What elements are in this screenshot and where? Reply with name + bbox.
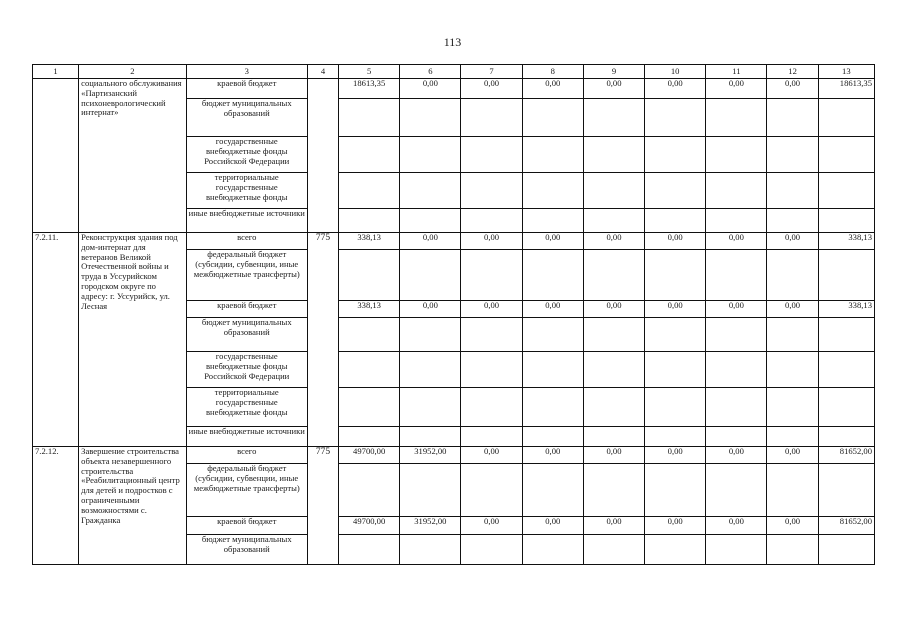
- table-row: [33, 447, 875, 464]
- value-cell-col-7: 0,00: [461, 301, 522, 318]
- value-cell-col-5: [339, 99, 400, 137]
- funding-source: федеральный бюджет (субсидии, субвенции, иные межбюджетные трансферты): [186, 250, 307, 301]
- value-cell-col-10: 0,00: [645, 233, 706, 250]
- value-cell-col-11: [706, 388, 767, 427]
- funding-source: бюджет муниципальных образований: [186, 318, 307, 352]
- value-cell-col-13: [818, 464, 874, 517]
- value-cell-col-12: [767, 535, 818, 565]
- value-cell-col-13: 81652,00: [818, 517, 874, 535]
- value-cell-col-11: 0,00: [706, 447, 767, 464]
- value-cell-col-11: [706, 137, 767, 173]
- value-cell-col-11: [706, 173, 767, 209]
- value-cell-col-7: 0,00: [461, 517, 522, 535]
- value-cell-col-7: 0,00: [461, 233, 522, 250]
- funding-source: краевой бюджет: [186, 301, 307, 318]
- value-cell-col-11: [706, 318, 767, 352]
- value-cell-col-13: 81652,00: [818, 447, 874, 464]
- value-cell-col-5: [339, 318, 400, 352]
- row-code: 7.2.11.: [33, 233, 79, 447]
- measure-name: социального обслуживания «Партизанский психоневрологический интернат»: [79, 79, 186, 233]
- value-cell-col-9: [583, 173, 644, 209]
- value-cell-col-13: [818, 352, 874, 388]
- value-cell-col-6: [400, 464, 461, 517]
- column-header-13: 13: [818, 65, 874, 79]
- funding-source: иные внебюджетные источники: [186, 427, 307, 447]
- value-cell-col-6: [400, 318, 461, 352]
- value-cell-col-9: [583, 99, 644, 137]
- value-cell-col-13: 338,13: [818, 233, 874, 250]
- value-cell-col-13: [818, 137, 874, 173]
- value-cell-col-10: [645, 173, 706, 209]
- value-cell-col-7: [461, 209, 522, 233]
- value-cell-col-6: [400, 427, 461, 447]
- value-cell-col-11: 0,00: [706, 301, 767, 318]
- value-cell-col-9: [583, 137, 644, 173]
- executor-code: [307, 79, 338, 233]
- table-row: [33, 79, 875, 99]
- value-cell-col-9: [583, 250, 644, 301]
- value-cell-col-12: [767, 250, 818, 301]
- value-cell-col-10: [645, 388, 706, 427]
- value-cell-col-6: 31952,00: [400, 447, 461, 464]
- value-cell-col-8: [522, 137, 583, 173]
- value-cell-col-7: [461, 250, 522, 301]
- measure-name: Завершение строительства объекта незавершенного строительства «Реабилитационный центр для детей и подростков с ограниченными возможностями с. Гражданка: [79, 447, 186, 565]
- value-cell-col-7: 0,00: [461, 79, 522, 99]
- value-cell-col-6: 0,00: [400, 233, 461, 250]
- value-cell-col-8: 0,00: [522, 301, 583, 318]
- value-cell-col-5: [339, 173, 400, 209]
- funding-source: государственные внебюджетные фонды Российской Федерации: [186, 352, 307, 388]
- value-cell-col-6: [400, 250, 461, 301]
- funding-source: всего: [186, 233, 307, 250]
- value-cell-col-13: 338,13: [818, 301, 874, 318]
- value-cell-col-5: 18613,35: [339, 79, 400, 99]
- value-cell-col-10: [645, 99, 706, 137]
- funding-source: всего: [186, 447, 307, 464]
- funding-source: государственные внебюджетные фонды Российской Федерации: [186, 137, 307, 173]
- value-cell-col-5: [339, 388, 400, 427]
- value-cell-col-13: 18613,35: [818, 79, 874, 99]
- value-cell-col-7: [461, 464, 522, 517]
- value-cell-col-11: 0,00: [706, 79, 767, 99]
- value-cell-col-6: [400, 352, 461, 388]
- value-cell-col-12: [767, 318, 818, 352]
- value-cell-col-10: 0,00: [645, 517, 706, 535]
- value-cell-col-11: 0,00: [706, 233, 767, 250]
- value-cell-col-10: [645, 250, 706, 301]
- funding-source: краевой бюджет: [186, 517, 307, 535]
- value-cell-col-5: 338,13: [339, 233, 400, 250]
- value-cell-col-10: [645, 464, 706, 517]
- value-cell-col-8: [522, 99, 583, 137]
- value-cell-col-13: [818, 250, 874, 301]
- funding-source: федеральный бюджет (субсидии, субвенции, иные межбюджетные трансферты): [186, 464, 307, 517]
- value-cell-col-10: [645, 137, 706, 173]
- value-cell-col-7: [461, 388, 522, 427]
- table-row: [33, 233, 875, 250]
- value-cell-col-5: [339, 209, 400, 233]
- column-header-10: 10: [645, 65, 706, 79]
- budget-table: [32, 64, 875, 565]
- value-cell-col-11: [706, 535, 767, 565]
- value-cell-col-10: 0,00: [645, 301, 706, 318]
- value-cell-col-6: [400, 137, 461, 173]
- value-cell-col-6: [400, 173, 461, 209]
- value-cell-col-9: 0,00: [583, 447, 644, 464]
- measure-name: Реконструкция здания под дом-интернат для ветеранов Великой Отечественной войны и труда в Уссурийском городском округе по адресу: г. Уссурийск, ул. Лесная: [79, 233, 186, 447]
- value-cell-col-7: [461, 137, 522, 173]
- value-cell-col-6: [400, 535, 461, 565]
- value-cell-col-10: [645, 427, 706, 447]
- value-cell-col-7: [461, 427, 522, 447]
- value-cell-col-12: [767, 173, 818, 209]
- value-cell-col-9: 0,00: [583, 517, 644, 535]
- value-cell-col-8: [522, 535, 583, 565]
- value-cell-col-9: 0,00: [583, 79, 644, 99]
- column-header-3: 3: [186, 65, 307, 79]
- value-cell-col-6: 31952,00: [400, 517, 461, 535]
- value-cell-col-12: [767, 388, 818, 427]
- value-cell-col-10: [645, 318, 706, 352]
- value-cell-col-12: 0,00: [767, 447, 818, 464]
- value-cell-col-9: 0,00: [583, 301, 644, 318]
- value-cell-col-10: [645, 209, 706, 233]
- value-cell-col-5: [339, 535, 400, 565]
- value-cell-col-5: 49700,00: [339, 447, 400, 464]
- value-cell-col-8: [522, 388, 583, 427]
- funding-source: бюджет муниципальных образований: [186, 99, 307, 137]
- page-number: 113: [443, 35, 462, 49]
- value-cell-col-10: [645, 352, 706, 388]
- value-cell-col-7: [461, 352, 522, 388]
- funding-source: бюджет муниципальных образований: [186, 535, 307, 565]
- value-cell-col-8: [522, 209, 583, 233]
- value-cell-col-10: [645, 535, 706, 565]
- value-cell-col-8: [522, 318, 583, 352]
- value-cell-col-7: [461, 535, 522, 565]
- value-cell-col-7: [461, 173, 522, 209]
- value-cell-col-9: [583, 318, 644, 352]
- value-cell-col-12: 0,00: [767, 517, 818, 535]
- value-cell-col-7: 0,00: [461, 447, 522, 464]
- value-cell-col-12: [767, 464, 818, 517]
- value-cell-col-11: [706, 99, 767, 137]
- value-cell-col-8: [522, 250, 583, 301]
- value-cell-col-13: [818, 535, 874, 565]
- value-cell-col-5: [339, 464, 400, 517]
- value-cell-col-12: 0,00: [767, 301, 818, 318]
- value-cell-col-10: 0,00: [645, 447, 706, 464]
- value-cell-col-6: [400, 99, 461, 137]
- value-cell-col-8: 0,00: [522, 517, 583, 535]
- value-cell-col-11: [706, 209, 767, 233]
- value-cell-col-9: [583, 209, 644, 233]
- row-code: 7.2.12.: [33, 447, 79, 565]
- funding-source: территориальные государственные внебюджетные фонды: [186, 388, 307, 427]
- value-cell-col-9: 0,00: [583, 233, 644, 250]
- value-cell-col-9: [583, 352, 644, 388]
- value-cell-col-11: [706, 464, 767, 517]
- value-cell-col-9: [583, 388, 644, 427]
- value-cell-col-13: [818, 388, 874, 427]
- value-cell-col-9: [583, 535, 644, 565]
- column-header-7: 7: [461, 65, 522, 79]
- value-cell-col-11: 0,00: [706, 517, 767, 535]
- executor-code: 775: [307, 447, 338, 565]
- value-cell-col-9: [583, 464, 644, 517]
- value-cell-col-12: [767, 99, 818, 137]
- value-cell-col-5: [339, 137, 400, 173]
- value-cell-col-8: [522, 427, 583, 447]
- row-code: [33, 79, 79, 233]
- funding-source: краевой бюджет: [186, 79, 307, 99]
- value-cell-col-9: [583, 427, 644, 447]
- value-cell-col-5: 338,13: [339, 301, 400, 318]
- value-cell-col-13: [818, 318, 874, 352]
- column-header-5: 5: [339, 65, 400, 79]
- column-header-6: 6: [400, 65, 461, 79]
- column-header-1: 1: [33, 65, 79, 79]
- column-header-4: 4: [307, 65, 338, 79]
- funding-source: иные внебюджетные источники: [186, 209, 307, 233]
- value-cell-col-12: [767, 427, 818, 447]
- value-cell-col-8: 0,00: [522, 447, 583, 464]
- value-cell-col-13: [818, 173, 874, 209]
- value-cell-col-5: 49700,00: [339, 517, 400, 535]
- value-cell-col-6: [400, 209, 461, 233]
- value-cell-col-8: [522, 173, 583, 209]
- value-cell-col-11: [706, 352, 767, 388]
- value-cell-col-8: [522, 352, 583, 388]
- value-cell-col-5: [339, 250, 400, 301]
- column-header-2: 2: [79, 65, 186, 79]
- funding-source: территориальные государственные внебюджетные фонды: [186, 173, 307, 209]
- value-cell-col-13: [818, 99, 874, 137]
- value-cell-col-8: 0,00: [522, 233, 583, 250]
- value-cell-col-12: 0,00: [767, 79, 818, 99]
- column-header-11: 11: [706, 65, 767, 79]
- value-cell-col-5: [339, 352, 400, 388]
- value-cell-col-6: 0,00: [400, 301, 461, 318]
- value-cell-col-8: 0,00: [522, 79, 583, 99]
- value-cell-col-13: [818, 427, 874, 447]
- column-header-9: 9: [583, 65, 644, 79]
- value-cell-col-7: [461, 318, 522, 352]
- value-cell-col-8: [522, 464, 583, 517]
- value-cell-col-7: [461, 99, 522, 137]
- column-header-12: 12: [767, 65, 818, 79]
- value-cell-col-11: [706, 427, 767, 447]
- value-cell-col-12: [767, 209, 818, 233]
- table-header-row: [33, 65, 875, 79]
- value-cell-col-6: 0,00: [400, 79, 461, 99]
- value-cell-col-10: 0,00: [645, 79, 706, 99]
- executor-code: 775: [307, 233, 338, 447]
- column-header-8: 8: [522, 65, 583, 79]
- value-cell-col-5: [339, 427, 400, 447]
- value-cell-col-12: 0,00: [767, 233, 818, 250]
- value-cell-col-12: [767, 352, 818, 388]
- value-cell-col-12: [767, 137, 818, 173]
- value-cell-col-13: [818, 209, 874, 233]
- value-cell-col-11: [706, 250, 767, 301]
- value-cell-col-6: [400, 388, 461, 427]
